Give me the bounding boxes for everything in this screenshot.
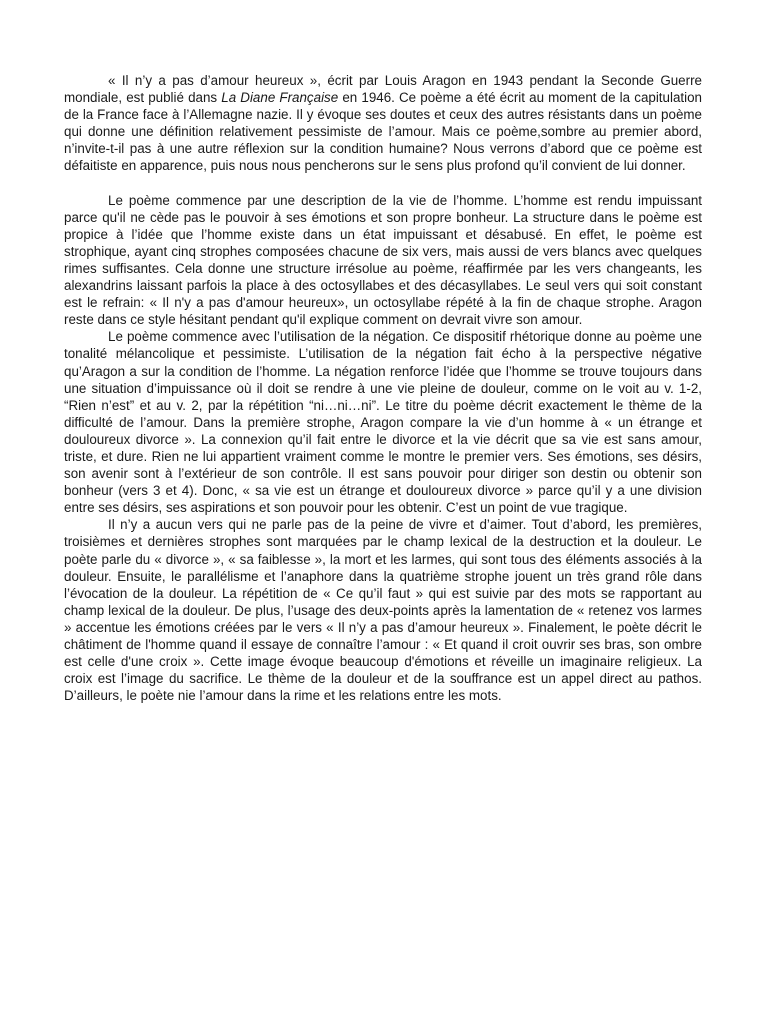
paragraph-spacer: [64, 175, 702, 192]
intro-text-after-title: en 1946. Ce poème a été écrit au moment de la capitulation de la France face à l’Allemagne nazie. Il y évoque ses doutes et ceux des autres résistants dans un poème qui donne une définition relativement pessimiste de l’amour. Mais ce poème,sombre au premier abord, n’invite-t-il pas à une autre réflexion sur la condition humaine? Nous verrons d’abord que ce poème est défaitiste en apparence, puis nous nous pencherons sur le sens plus profond qu’il convient de lui donner.: [64, 90, 702, 174]
paragraph-pain: Il n’y a aucun vers qui ne parle pas de la peine de vivre et d’aimer. Tout d’abord, les premières, troisièmes et dernières strophes sont marquées par le champ lexical de la destruction et la douleur. Le poète parle du « divorce », « sa faiblesse », la mort et les larmes, qui sont tous des éléments associés à la douleur. Ensuite, le parallélisme et l’anaphore dans la quatrième strophe jouent un très grand rôle dans l’évocation de la douleur. La répétition de « Ce qu’il faut » qui est suivie par des mots se rapportant au champ lexical de la douleur. De plus, l’usage des deux-points après la lamentation de « retenez vos larmes » accentue les émotions créées par le vers « Il n’y a pas d’amour heureux ». Finalement, le poète décrit le châtiment de l'homme quand il essaye de connaître l’amour : « Et quand il croit ouvrir ses bras, son ombre est celle d'une croix ». Cette image évoque beaucoup d'émotions et réveille un imaginaire religieux. La croix est l’image du sacrifice. Le thème de la douleur et de la souffrance est un appel direct au pathos. D’ailleurs, le poète nie l’amour dans la rime et les relations entre les mots.: [64, 517, 702, 704]
document-page: [64, 72, 702, 704]
poem-collection-title: La Diane Française: [221, 90, 339, 106]
intro-paragraph: [64, 72, 702, 175]
paragraph-negation: Le poème commence avec l’utilisation de la négation. Ce dispositif rhétorique donne au poème une tonalité mélancolique et pessimiste. L’utilisation de la négation fait écho à la perspective négative qu’Aragon a sur la condition de l’homme. La négation renforce l’idée que l’homme se trouve toujours dans une situation d’impuissance où il doit se rendre à une vie pleine de douleur, comme on le voit au v. 1-2, “Rien n’est” et au v. 2, par la répétition “ni…ni…ni”. Le titre du poème décrit exactement le thème de la difficulté de l’amour. Dans la première strophe, Aragon compare la vie d’un homme à « un étrange et douloureux divorce ». La connexion qu’il fait entre le divorce et la vie décrit que sa vie est sans amour, triste, et dure. Rien ne lui appartient vraiment comme le montre le premier vers. Ses émotions, ses désirs, son avenir sont à l’extérieur de son contrôle. Il est sans pouvoir pour diriger son destin ou obtenir son bonheur (vers 3 et 4). Donc, « sa vie est un étrange et douloureux divorce » parce qu’il y a une division entre ses désirs, ses aspirations et son pouvoir pour les obtenir. C’est un point de vue tragique.: [64, 329, 702, 516]
intro-text-before-title: « Il n’y a pas d’amour heureux », écrit par Louis Aragon en 1943 pendant la Seconde Guerre mondiale, est publié dans: [64, 73, 702, 106]
paragraph-structure: Le poème commence par une description de la vie de l’homme. L’homme est rendu impuissant parce qu'il ne cède pas le pouvoir à ses émotions et son propre bonheur. La structure dans le poème est propice à l’idée que l’homme existe dans un état impuissant et désabusé. En effet, le poème est strophique, ayant cinq strophes composées chacune de six vers, mais aussi de vers blancs avec quelques rimes suffisantes. Cela donne une structure irrésolue au poème, réaffirmée par les vers changeants, les alexandrins laissant parfois la place à des octosyllabes et des décasyllabes. Le seul vers qui soit constant est le refrain: « Il n'y a pas d'amour heureux», un octosyllabe répété à la fin de chaque strophe. Aragon reste dans ce style hésitant pendant qu'il explique comment on devrait vivre son amour.: [64, 192, 702, 328]
